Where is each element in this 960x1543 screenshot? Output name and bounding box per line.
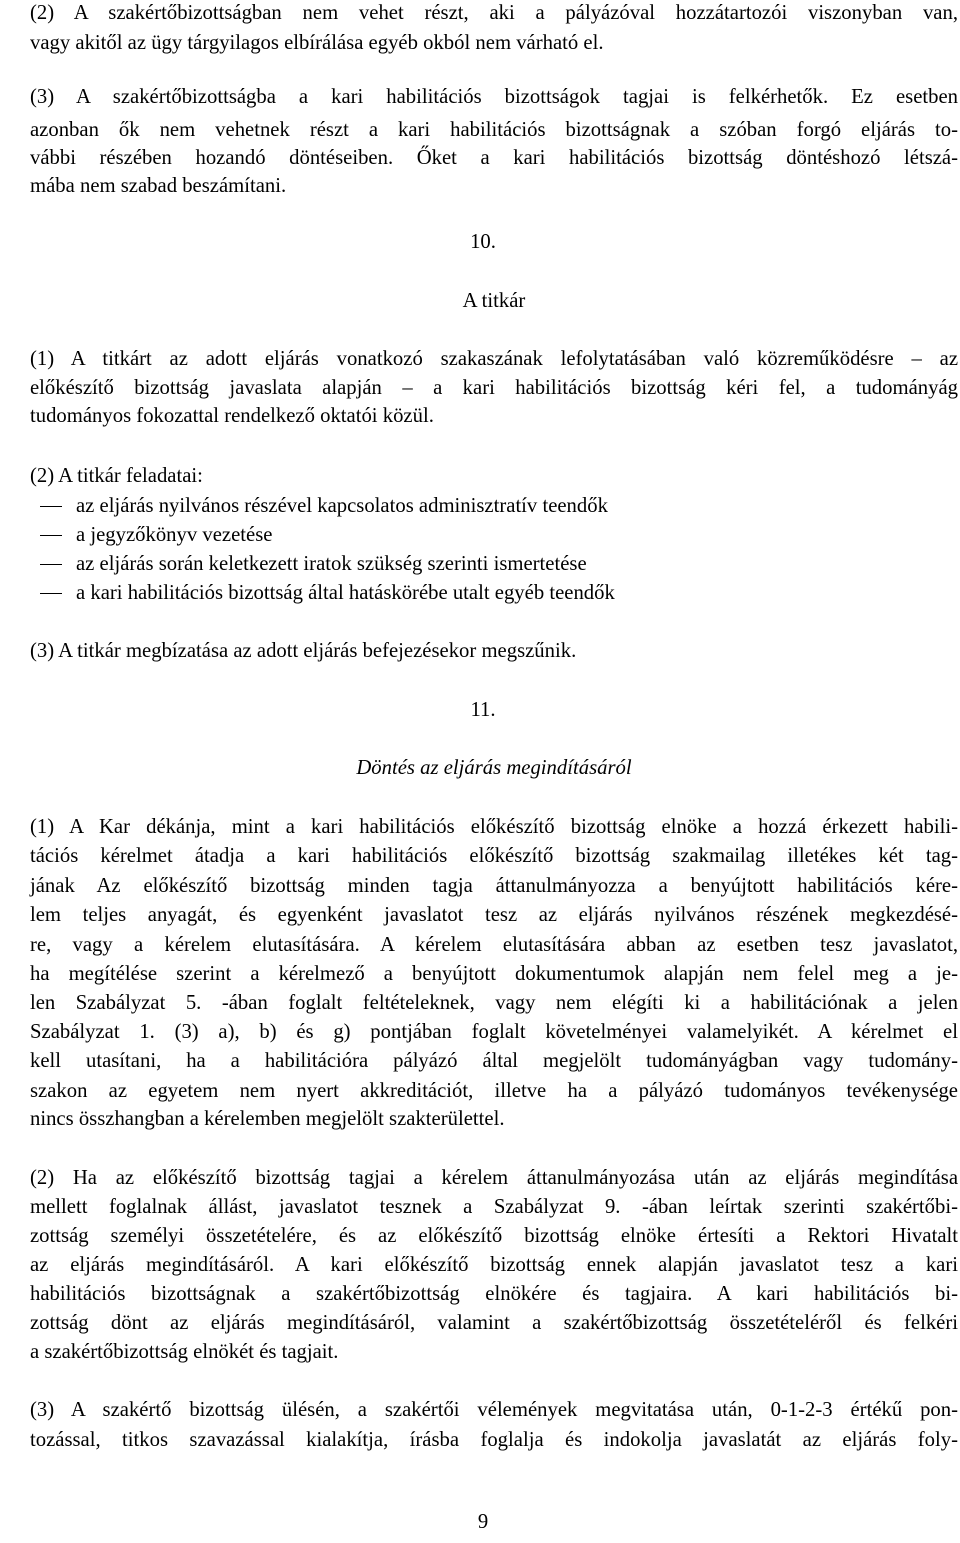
list-item-text: az eljárás nyilvános részével kapcsolatos adminisztratív teendők	[76, 495, 608, 517]
paragraph-line: (1) A titkárt az adott eljárás vonatkozó szakaszának lefolytatásában való közreműködésre – az	[30, 348, 958, 370]
list-item	[40, 522, 272, 548]
dash-bullet	[40, 506, 62, 507]
paragraph-line: (3) A szakértő bizottság ülésén, a szakértői vélemények megvitatása után, 0-1-2-3 értékű pon-	[30, 1399, 958, 1421]
paragraph-line: jának Az előkészítő bizottság minden tagja áttanulmányozza a benyújtott habilitációs kére-	[30, 875, 958, 897]
list-item-text: a jegyzőkönyv vezetése	[76, 524, 273, 546]
paragraph-line: zottság dönt az eljárás megindításáról, valamint a szakértőbizottság összetételéről és felkéri	[30, 1312, 958, 1334]
list-item	[40, 580, 615, 606]
paragraph-line: mellett foglalnak állást, javaslatot tesznek a Szabályzat 9. -ában leírtak szerinti szakértőbi-	[30, 1196, 958, 1218]
paragraph-line: mába nem szabad beszámítani.	[30, 175, 287, 197]
section-title: A titkár	[462, 290, 526, 312]
paragraph-line: tációs kérelmet átadja a kari habilitációs előkészítő bizottság szakmailag illetékes két tag-	[30, 845, 958, 867]
paragraph-line: a szakértőbizottság elnökét és tagjait.	[30, 1341, 339, 1363]
paragraph-line: tudományos fokozattal rendelkező oktatói közül.	[30, 405, 434, 427]
paragraph-line: len Szabályzat 5. -ában foglalt feltételeknek, vagy nem elégíti ki a habilitációnak a jelen	[30, 992, 958, 1014]
section-number: 10.	[470, 231, 496, 253]
dash-bullet	[40, 564, 62, 565]
paragraph-line: (2) A szakértőbizottságban nem vehet részt, aki a pályázóval hozzátartozói viszonyban van,	[30, 2, 958, 24]
paragraph-line: ha megítélése szerint a kérelmező a benyújtott dokumentumok alapján nem felel meg a je-	[30, 963, 958, 985]
paragraph-line: (2) Ha az előkészítő bizottság tagjai a kérelem áttanulmányozása után az eljárás megindítása	[30, 1167, 958, 1189]
list-item	[40, 493, 608, 519]
paragraph-line: habilitációs bizottságnak a szakértőbizottság elnökére és tagjaira. A kari habilitációs bi-	[30, 1283, 958, 1305]
paragraph-line: re, vagy a kérelem elutasítására. A kérelem elutasítására abban az esetben tesz javaslatot,	[30, 934, 958, 956]
paragraph-line: tozással, titkos szavazással kialakítja, írásba foglalja és indokolja javaslatát az eljárás foly-	[30, 1429, 958, 1451]
list-item-text: az eljárás során keletkezett iratok szükség szerinti ismertetése	[76, 553, 587, 575]
paragraph-line: lem teljes anyagát, és egyenként javaslatot tesz az eljárás nyilvános részének megkezdésé-	[30, 904, 958, 926]
page-number: 9	[477, 1511, 489, 1533]
list-item	[40, 551, 587, 577]
paragraph-line: azonban ők nem vehetnek részt a kari habilitációs bizottságnak a szóban forgó eljárás to-	[30, 119, 958, 141]
paragraph-line: nincs összhangban a kérelemben megjelölt szakterülettel.	[30, 1108, 505, 1130]
paragraph-line: vábbi részében hozandó döntéseiben. Őket a kari habilitációs bizottság döntéshozó létszá-	[30, 147, 958, 169]
paragraph-line: kell utasítani, ha a habilitációra pályázó által megjelölt tudományágban vagy tudomány-	[30, 1050, 958, 1072]
section-number: 11.	[470, 699, 496, 721]
paragraph-line: zottság személyi összetételére, és az előkészítő bizottság elnöke értesíti a Rektori Hivatalt	[30, 1225, 958, 1247]
section-title: Döntés az eljárás megindításáról	[356, 757, 632, 779]
list-item-text: a kari habilitációs bizottság által hatáskörébe utalt egyéb teendők	[76, 582, 615, 604]
dash-bullet	[40, 535, 62, 536]
paragraph-line: (1) A Kar dékánja, mint a kari habilitációs előkészítő bizottság elnöke a hozzá érkezett habili-	[30, 816, 958, 838]
paragraph-line: (3) A titkár megbízatása az adott eljárás befejezésekor megszűnik.	[30, 640, 577, 662]
paragraph-line: (3) A szakértőbizottságba a kari habilitációs bizottságok tagjai is felkérhetők. Ez esetben	[30, 86, 958, 108]
paragraph-line: az eljárás megindításáról. A kari előkészítő bizottság ennek alapján javaslatot tesz a kari	[30, 1254, 958, 1276]
paragraph-line: Szabályzat 1. (3) a), b) és g) pontjában foglalt követelményei valamelyikét. A kérelmet el	[30, 1021, 958, 1043]
paragraph-line: szakon az egyetem nem nyert akkreditációt, illetve ha a pályázó tudományos tevékenysége	[30, 1080, 958, 1102]
dash-bullet	[40, 593, 62, 594]
paragraph-line: (2) A titkár feladatai:	[30, 465, 203, 487]
paragraph-line: előkészítő bizottság javaslata alapján – a kari habilitációs bizottság kéri fel, a tudományág	[30, 377, 958, 399]
paragraph-line: vagy akitől az ügy tárgyilagos elbírálása egyéb okból nem várható el.	[30, 32, 604, 54]
